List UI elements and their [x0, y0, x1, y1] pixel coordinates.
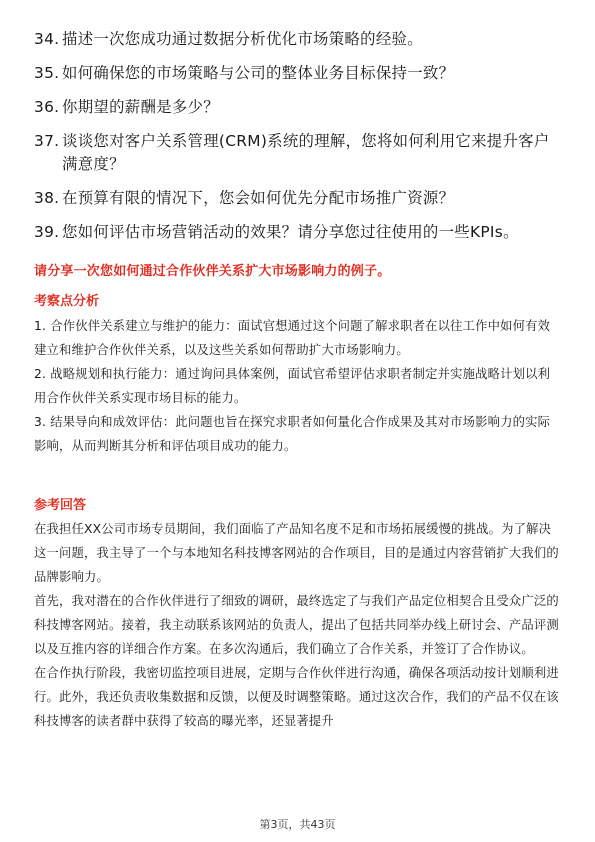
question-heading: 请分享一次您如何通过合作伙伴关系扩大市场影响力的例子。	[34, 264, 391, 279]
question-text: 您如何评估市场营销活动的效果？请分享您过往使用的一些KPIs。	[62, 223, 519, 241]
question-text: 描述一次您成功通过数据分析优化市场策略的经验。	[62, 30, 423, 48]
analysis-point: 2. 战略规划和执行能力：通过询问具体案例，面试官希望评估求职者制定并实施战略计划以利用合作伙伴关系实现市场目标的能力。	[34, 367, 551, 405]
question-text: 如何确保您的市场策略与公司的整体业务目标保持一致？	[62, 64, 455, 82]
question-number: 34.	[34, 30, 60, 48]
analysis-title: 考察点分析	[34, 294, 100, 309]
answer-paragraph: 在我担任XX公司市场专员期间，我们面临了产品知名度不足和市场拓展缓慢的挑战。为了解决这一问题，我主导了一个与本地知名科技博客网站的合作项目，目的是通过内容营销扩大我们的品牌影响力。	[34, 522, 559, 584]
answer-body	[34, 517, 560, 733]
question-number: 37.	[34, 132, 60, 150]
analysis-point: 3. 结果导向和成效评估：此问题也旨在探究求职者如何量化合作成果及其对市场影响力的实际影响，从而判断其分析和评估项目成功的能力。	[34, 415, 551, 453]
answer-paragraph: 在合作执行阶段，我密切监控项目进展，定期与合作伙伴进行沟通，确保各项活动按计划顺利进行。此外，我还负责收集数据和反馈，以便及时调整策略。通过这次合作，我们的产品不仅在该科技博客的读者群中获得了较高的曝光率，还显著提升	[34, 666, 559, 728]
question-text: 在预算有限的情况下，您会如何优先分配市场推广资源？	[62, 189, 455, 207]
list-item	[34, 221, 554, 244]
question-number: 36.	[34, 98, 60, 116]
answer-paragraph: 首先，我对潜在的合作伙伴进行了细致的调研，最终选定了与我们产品定位相契合且受众广泛的科技博客网站。接着，我主动联系该网站的负责人，提出了包括共同举办线上研讨会、产品评测以及互推内容的详细合作方案。在多次沟通后，我们确立了合作关系，并签订了合作协议。	[34, 594, 559, 656]
question-list	[34, 28, 554, 255]
list-item	[34, 130, 554, 176]
analysis-point: 1. 合作伙伴关系建立与维护的能力：面试官想通过这个问题了解求职者在以往工作中如何有效建立和维护合作伙伴关系，以及这些关系如何帮助扩大市场影响力。	[34, 319, 551, 357]
list-item	[34, 62, 554, 85]
list-item	[34, 28, 554, 51]
question-number: 35.	[34, 64, 60, 82]
page-footer: 第3页，共43页	[259, 818, 336, 831]
analysis-points	[34, 314, 560, 458]
question-number: 38.	[34, 189, 60, 207]
list-item	[34, 96, 554, 119]
question-text: 谈谈您对客户关系管理(CRM)系统的理解，您将如何利用它来提升客户满意度？	[62, 132, 550, 173]
question-number: 39.	[34, 223, 60, 241]
question-text: 你期望的薪酬是多少？	[62, 98, 219, 116]
answer-title: 参考回答	[34, 498, 87, 513]
list-item	[34, 187, 554, 210]
